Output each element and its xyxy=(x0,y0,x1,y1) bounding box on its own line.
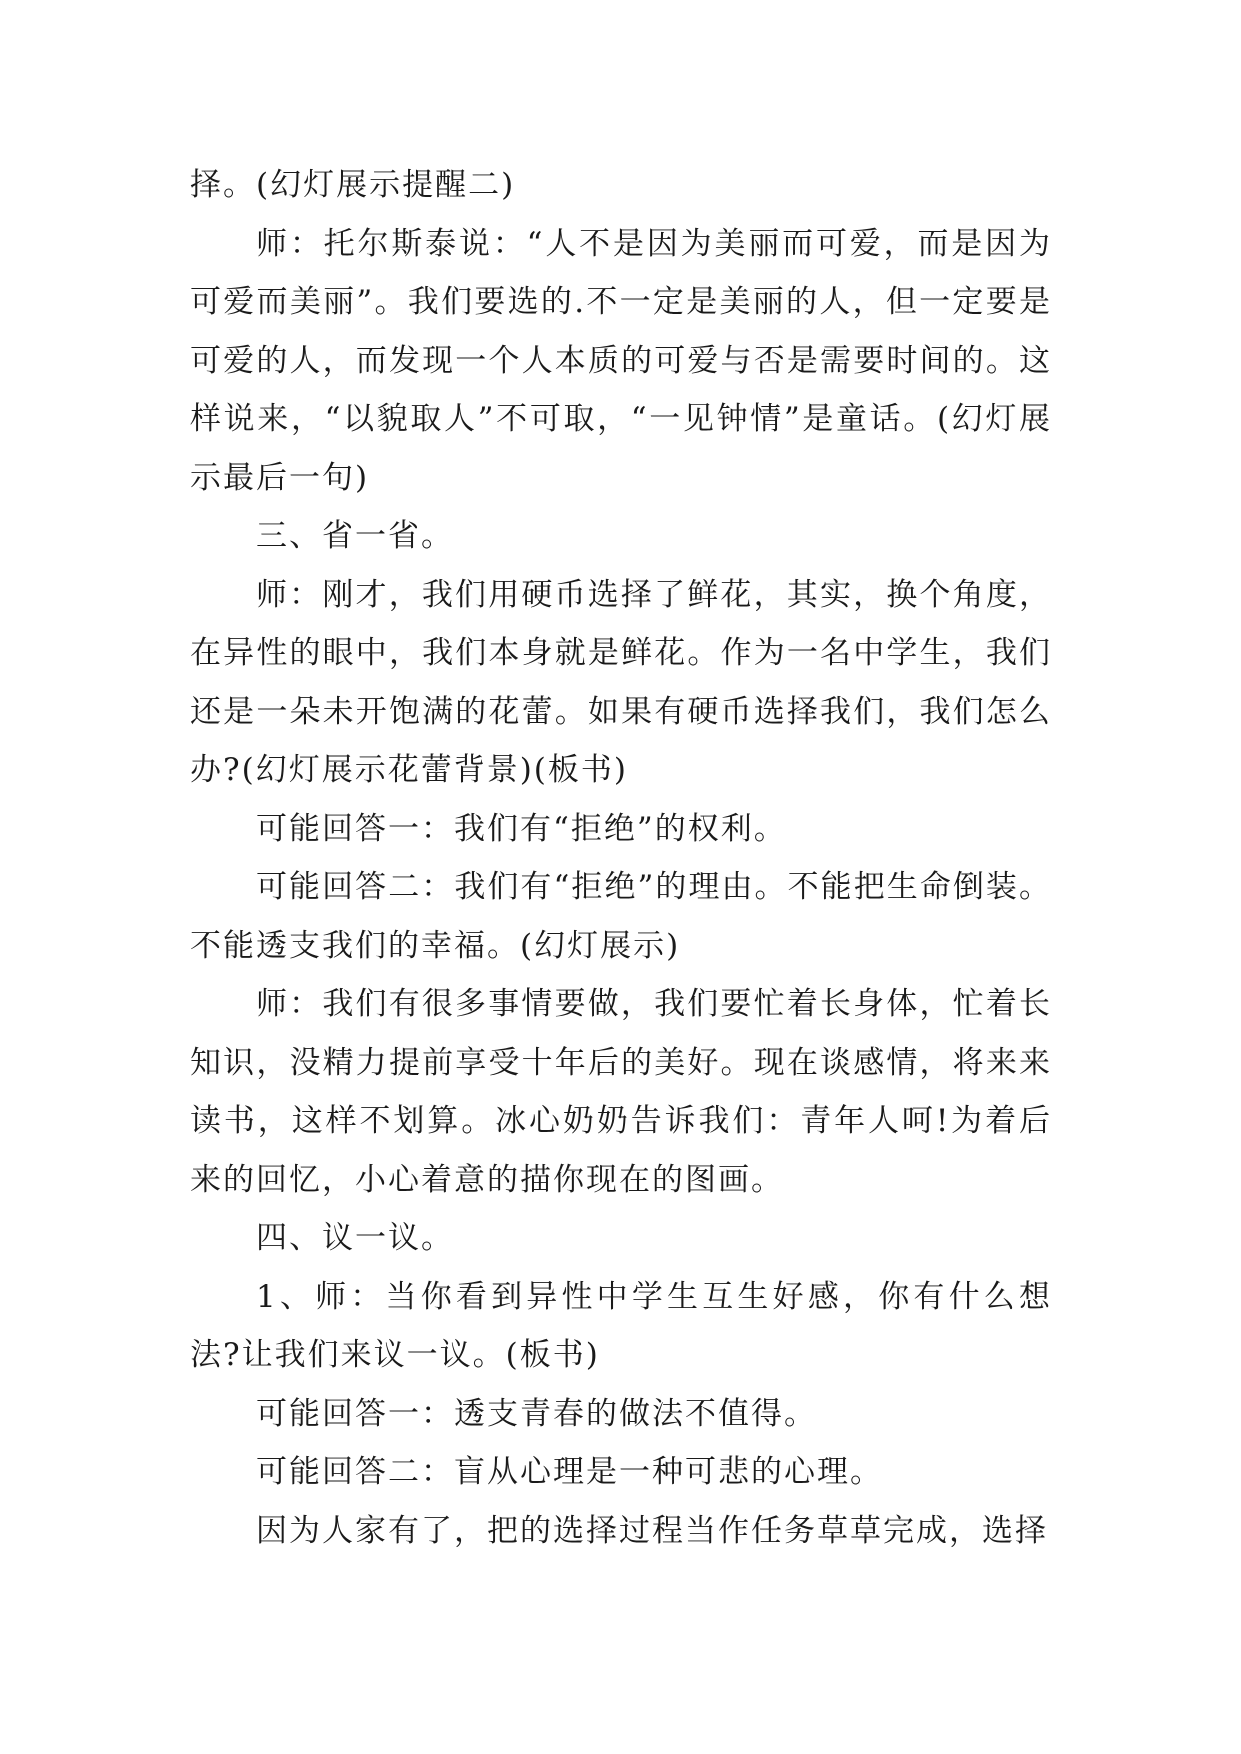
section-heading-discuss: 四、议一议。 xyxy=(256,1220,454,1256)
paragraph-because: 因为人家有了，把的选择过程当作任务草草完成，选择 xyxy=(256,1512,1048,1549)
paragraph-busy-growing: 师：我们有很多事情要做，我们要忙着长身体，忙着长知识，没精力提前享受十年后的美好。现在谈感情，将来来读书，这样不划算。冰心奶奶告诉我们：青年人呵!为着后来的回忆，小心着意的描你现在的图画。 xyxy=(190,986,1052,1198)
paragraph-answer-one: 可能回答一：我们有“拒绝”的权利。 xyxy=(256,810,787,847)
paragraph-discussion-question: 1、师：当你看到异性中学生互生好感，你有什么想法?让我们来议一议。(板书) xyxy=(190,1278,1052,1373)
paragraph-tolstoy-quote: 师：托尔斯泰说：“人不是因为美丽而可爱，而是因为可爱而美丽”。我们要选的.不一定是美丽的人，但一定要是可爱的人，而发现一个人本质的可爱与否是需要时间的。这样说来，“以貌取人”不可取，“一见钟情”是童话。(幻灯展示最后一句) xyxy=(190,225,1053,496)
paragraph-continuation: 择。(幻灯展示提醒二) xyxy=(190,167,516,203)
paragraph-flower-bud: 师：刚才，我们用硬币选择了鲜花，其实，换个角度，在异性的眼中，我们本身就是鲜花。作为一名中学生，我们还是一朵未开饱满的花蕾。如果有硬币选择我们，我们怎么办?(幻灯展示花蕾背景)(板书) xyxy=(190,576,1052,788)
paragraph-answer-two: 可能回答二：我们有“拒绝”的理由。不能把生命倒装。不能透支我们的幸福。(幻灯展示) xyxy=(190,869,1052,964)
document-body xyxy=(190,156,1052,1560)
section-heading-reflect: 三、省一省。 xyxy=(256,518,454,554)
paragraph-discussion-answer-two: 可能回答二：盲从心理是一种可悲的心理。 xyxy=(256,1454,883,1490)
paragraph-discussion-answer-one: 可能回答一：透支青春的做法不值得。 xyxy=(256,1395,817,1432)
